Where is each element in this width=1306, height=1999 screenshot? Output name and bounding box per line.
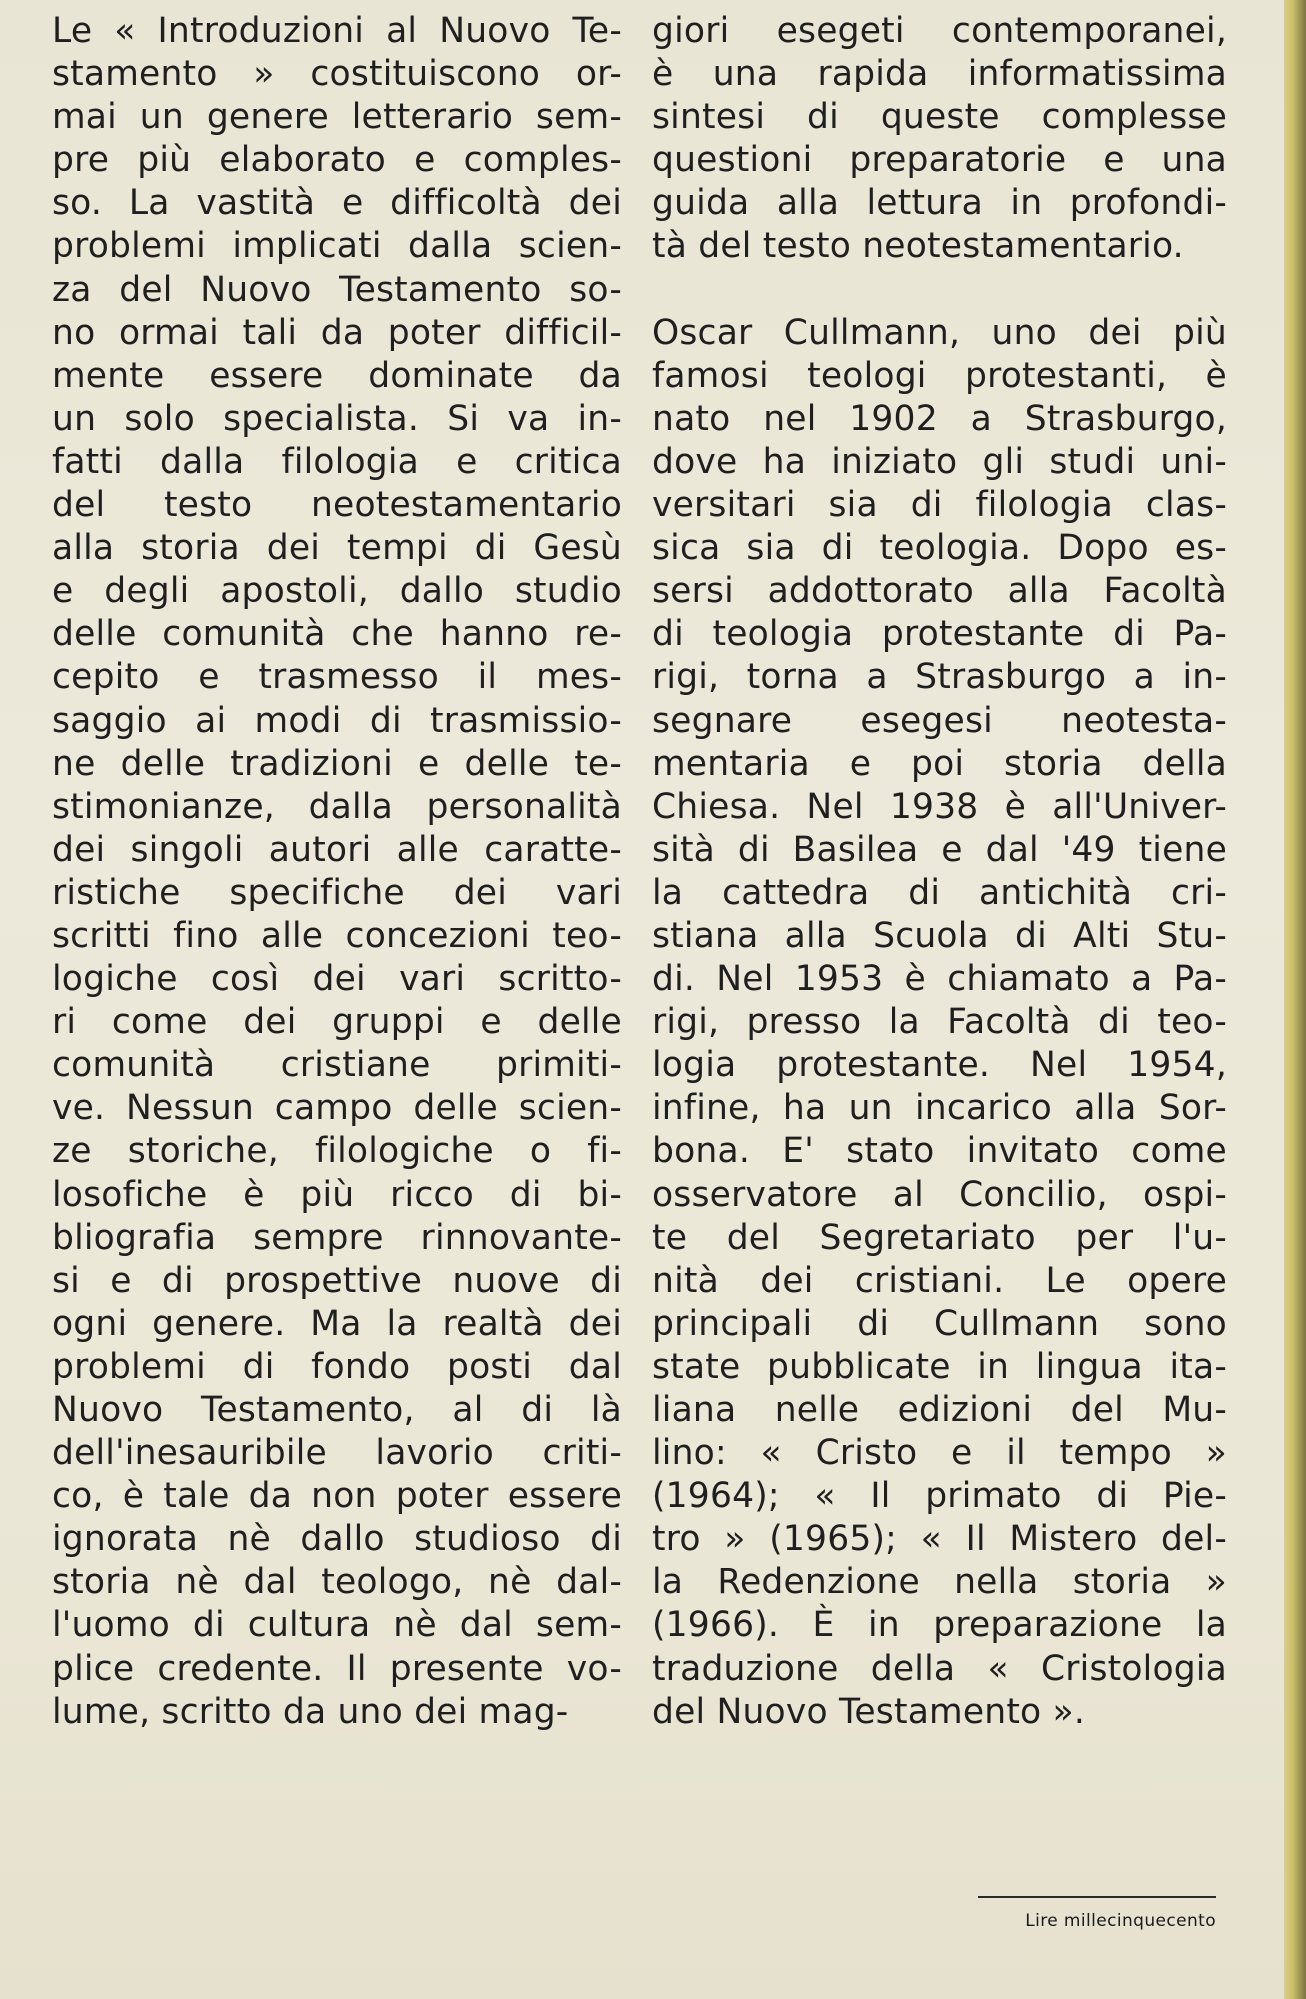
text-line: stimonianze, dalla personalità <box>52 786 622 827</box>
text-line: ogni genere. Ma la realtà dei <box>52 1303 622 1344</box>
text-line: la Redenzione nella storia » <box>652 1562 1227 1603</box>
text-line: stamento » costituiscono or- <box>52 54 622 95</box>
text-line: bliografia sempre rinnovante- <box>52 1217 622 1258</box>
text-line: sintesi di queste complesse <box>652 97 1227 138</box>
paragraph-gap <box>652 269 1227 312</box>
text-line: alla storia dei tempi di Gesù <box>52 528 622 569</box>
text-line: tro » (1965); « Il Mistero del- <box>652 1519 1227 1560</box>
text-line: problemi implicati dalla scien- <box>52 226 622 267</box>
text-line: l'uomo di cultura nè dal sem- <box>52 1605 622 1646</box>
text-line: (1966). È in preparazione la <box>652 1605 1227 1646</box>
text-line: un solo specialista. Si va in- <box>52 398 622 439</box>
text-line: del Nuovo Testamento ». <box>652 1691 1086 1732</box>
text-line: Le « Introduzioni al Nuovo Te- <box>52 11 622 51</box>
text-line: logiche così dei vari scritto- <box>52 959 622 1000</box>
text-line: dell'inesauribile lavorio criti- <box>52 1433 622 1474</box>
text-line: Chiesa. Nel 1938 è all'Univer- <box>652 786 1227 827</box>
left-text-column <box>52 10 622 1734</box>
text-line: dei singoli autori alle caratte- <box>52 829 622 870</box>
text-line: lume, scritto da uno dei mag- <box>52 1691 569 1732</box>
text-line: sersi addottorato alla Facoltà <box>652 571 1227 612</box>
text-line: versitari sia di filologia clas- <box>652 485 1227 526</box>
text-line: infine, ha un incarico alla Sor- <box>652 1088 1227 1129</box>
text-line: mentaria e poi storia della <box>652 743 1227 784</box>
text-line: cepito e trasmesso il mes- <box>52 657 622 698</box>
text-line: mente essere dominate da <box>52 355 622 396</box>
text-line: dove ha iniziato gli studi uni- <box>652 441 1227 482</box>
text-line: stiana alla Scuola di Alti Stu- <box>652 915 1227 956</box>
text-line: famosi teologi protestanti, è <box>652 355 1227 396</box>
text-line: pre più elaborato e comples- <box>52 140 622 181</box>
author-biography-paragraph <box>652 312 1227 1734</box>
text-line: del testo neotestamentario <box>52 485 622 526</box>
book-description-paragraph <box>652 10 1227 269</box>
text-line: osservatore al Concilio, ospi- <box>652 1174 1227 1215</box>
text-line: si e di prospettive nuove di <box>52 1260 622 1301</box>
text-line: segnare esegesi neotesta- <box>652 700 1227 741</box>
text-line: sità di Basilea e dal '49 tiene <box>652 829 1227 870</box>
text-line: fatti dalla filologia e critica <box>52 441 622 482</box>
text-line: te del Segretariato per l'u- <box>652 1217 1227 1258</box>
text-line: problemi di fondo posti dal <box>52 1346 622 1387</box>
text-line: bona. E' stato invitato come <box>652 1131 1227 1172</box>
text-line: Oscar Cullmann, uno dei più <box>652 312 1227 353</box>
text-line: losofiche è più ricco di bi- <box>52 1174 622 1215</box>
text-line: saggio ai modi di trasmissio- <box>52 700 622 741</box>
text-line: state pubblicate in lingua ita- <box>652 1346 1227 1387</box>
text-line: ne delle tradizioni e delle te- <box>52 743 622 784</box>
book-spine-edge <box>1284 0 1306 1999</box>
text-line: ignorata nè dallo studioso di <box>52 1519 622 1560</box>
text-line: logia protestante. Nel 1954, <box>652 1045 1227 1086</box>
text-line: storia nè dal teologo, nè dal- <box>52 1562 622 1603</box>
text-line: ri come dei gruppi e delle <box>52 1002 622 1043</box>
text-line: ze storiche, filologiche o fi- <box>52 1131 622 1172</box>
text-line: co, è tale da non poter essere <box>52 1476 622 1517</box>
text-line: delle comunità che hanno re- <box>52 614 622 655</box>
text-line: è una rapida informatissima <box>652 54 1227 95</box>
text-line: nità dei cristiani. Le opere <box>652 1260 1227 1301</box>
text-line: di teologia protestante di Pa- <box>652 614 1227 655</box>
text-line: sica sia di teologia. Dopo es- <box>652 528 1227 569</box>
text-line: la cattedra di antichità cri- <box>652 872 1227 913</box>
text-line: traduzione della « Cristologia <box>652 1648 1227 1689</box>
text-line: (1964); « Il primato di Pie- <box>652 1476 1227 1517</box>
right-text-column <box>652 10 1227 1734</box>
text-line: ristiche specifiche dei vari <box>52 872 622 913</box>
text-line: liana nelle edizioni del Mu- <box>652 1390 1227 1430</box>
text-line: principali di Cullmann sono <box>652 1303 1227 1344</box>
text-line: e degli apostoli, dallo studio <box>52 571 622 612</box>
text-line: tà del testo neotestamentario. <box>652 226 1184 267</box>
text-line: lino: « Cristo e il tempo » <box>652 1433 1227 1474</box>
text-line: plice credente. Il presente vo- <box>52 1648 622 1689</box>
text-line: no ormai tali da poter difficil- <box>52 312 622 353</box>
text-line: guida alla lettura in profondi- <box>652 183 1227 224</box>
text-line: giori esegeti contemporanei, <box>652 11 1227 51</box>
text-line: za del Nuovo Testamento so- <box>52 269 622 310</box>
text-line: scritti fino alle concezioni teo- <box>52 915 622 956</box>
text-line: comunità cristiane primiti- <box>52 1045 622 1086</box>
text-line: mai un genere letterario sem- <box>52 97 622 138</box>
text-line: rigi, presso la Facoltà di teo- <box>652 1002 1227 1043</box>
text-line: questioni preparatorie e una <box>652 140 1227 181</box>
text-line: so. La vastità e difficoltà dei <box>52 183 622 224</box>
text-line: ve. Nessun campo delle scien- <box>52 1088 622 1129</box>
price-divider <box>978 1896 1216 1898</box>
text-line: rigi, torna a Strasburgo a in- <box>652 657 1227 698</box>
text-line: di. Nel 1953 è chiamato a Pa- <box>652 959 1227 1000</box>
price-label: Lire millecinquecento <box>1025 1911 1216 1931</box>
text-line: nato nel 1902 a Strasburgo, <box>652 398 1227 439</box>
text-line: Nuovo Testamento, al di là <box>52 1390 622 1430</box>
